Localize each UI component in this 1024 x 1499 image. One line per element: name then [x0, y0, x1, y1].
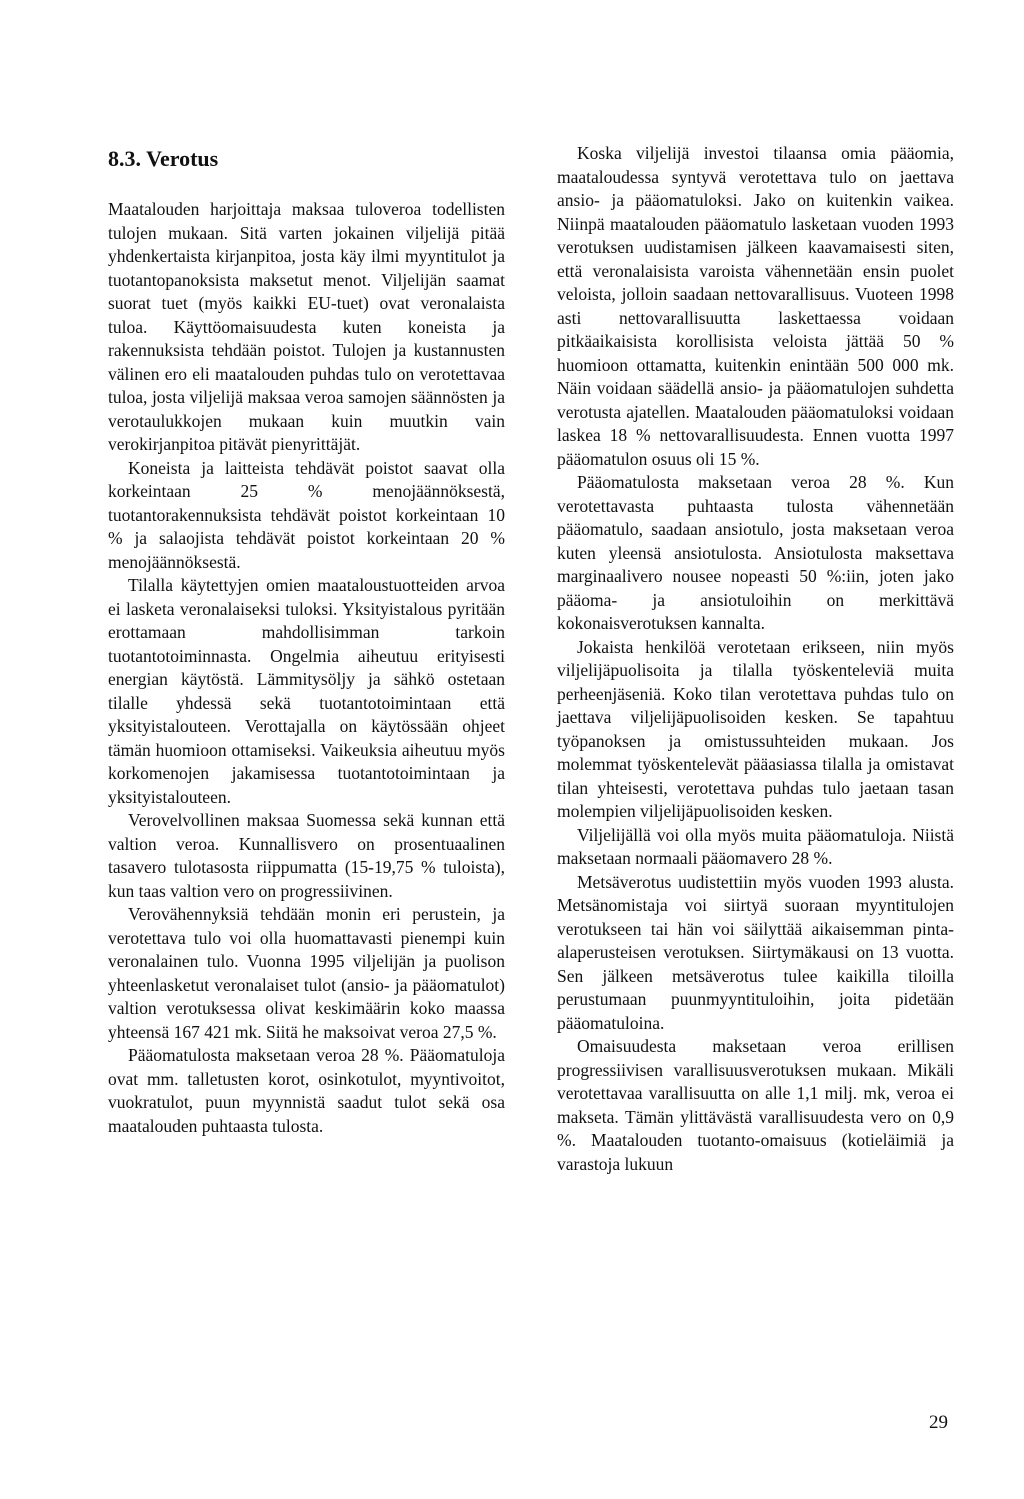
paragraph: Koneista ja laitteista tehdävät poistot saavat olla korkeintaan 25 % menojäännöksestä, tuotantorakennuksista tehdävät poistot korkeintaan 10 % ja salaojista tehdävät poistot korkeintaan 20 % menojäännöksestä.	[108, 457, 505, 572]
paragraph: Pääomatulosta maksetaan veroa 28 %. Pääomatuloja ovat mm. talletusten korot, osinkotulot, myyntivoitot, vuokratulot, puun myynnistä saadut tulot sekä osa maatalouden puhtaasta tulosta.	[108, 1045, 505, 1136]
paragraph: Metsäverotus uudistettiin myös vuoden 1993 alusta. Metsänomistaja voi siirtyä suoraan myyntitulojen verotukseen tai hän voi säilyttää aikaisemman pinta-alaperusteisen verotuksen. Siirtymäkausi on 13 vuotta. Sen jälkeen metsäverotus tulee kaikilla tiloilla perustumaan puunmyyntituloihin, joita pidetään pääomatuloina.	[557, 871, 954, 1033]
section-heading: 8.3. Verotus	[108, 146, 219, 171]
paragraph: Verovähennyksiä tehdään monin eri perustein, ja verotettava tulo voi olla huomattavasti pienempi kuin veronalainen tulo. Vuonna 1995 viljelijän ja puolison yhteenlasketut veronalaiset tulot (ansio- ja pääomatulot) valtion verotuksessa olivat keskimäärin koko maassa yhteensä 167 421 mk. Siitä he maksoivat veroa 27,5 %.	[108, 904, 505, 1042]
paragraph: Tilalla käytettyjen omien maataloustuotteiden arvoa ei lasketa veronalaiseksi tuloksi. Yksityistalous pyritään erottamaan mahdollisimman tarkoin tuotantotoiminnasta. Ongelmia aiheutuu erityisesti energian käytöstä. Lämmitysöljy ja sähkö ostetaan tilalle yhdessä sekä tuotantotoimintaan että yksityistalouteen. Verottajalla on käytössään ohjeet tämän huomioon ottamiseksi. Vaikeuksia aiheutuu myös korkomenojen jakamisessa tuotantotoimintaan ja yksityistalouteen.	[108, 575, 505, 807]
paragraph: Koska viljelijä investoi tilaansa omia pääomia, maataloudessa syntyvä verotettava tulo on jaettava ansio- ja pääomatuloksi. Jako on kuitenkin vaikea. Niinpä maatalouden pääomatulo lasketaan vuoden 1993 verotuksen uudistamisen jälkeen kaavamaisesti siten, että veronalaisista varoista vähennetään ensin puolet veloista, jolloin saadaan nettovarallisuus. Vuoteen 1998 asti nettovarallisuutta laskettaessa voidaan pitkäaikaisista korollisista veloista jättää 50 % huomioon ottamatta, kuitenkin enintään 500 000 mk. Näin voidaan säädellä ansio- ja pääomatulojen suhdetta verotusta ajatellen. Maatalouden pääomatuloksi voidaan laskea 18 % nettovarallisuudesta. Ennen vuotta 1997 pääomatulon osuus oli 15 %.	[557, 143, 954, 469]
paragraph: Jokaista henkilöä verotetaan erikseen, niin myös viljelijäpuolisoita ja tilalla työskenteleviä muita perheenjäseniä. Koko tilan verotettava puhdas tulo on jaettava viljelijäpuolisoiden kesken. Se tapahtuu työpanoksen ja omistussuhteiden mukaan. Jos molemmat työskentelevät pääasiassa tilalla ja omistavat tilan yhteisesti, verotettava puhdas tulo jaetaan tasan molempien viljelijäpuolisoiden kesken.	[557, 636, 954, 821]
paragraph: Pääomatulosta maksetaan veroa 28 %. Kun verotettavasta puhtaasta tulosta vähennetään pääomatulo, saadaan ansiotulo, josta maksetaan veroa kuten yleensä ansiotulosta. Ansiotulosta maksettava marginaalivero nousee nopeasti 50 %:iin, joten jako pääoma- ja ansiotuloihin on merkittävä kokonaisverotuksen kannalta.	[557, 472, 954, 633]
paragraph: Viljelijällä voi olla myös muita pääomatuloja. Niistä maksetaan normaali pääomavero 28 %.	[557, 824, 954, 868]
paragraph: Verovelvollinen maksaa Suomessa sekä kunnan että valtion veroa. Kunnallisvero on prosentuaalinen tasavero tulotasosta riippumatta (15-19,75 % tuloista), kun taas valtion vero on progressiivinen.	[108, 810, 505, 901]
left-column	[108, 198, 505, 1138]
right-column	[557, 142, 954, 1176]
paragraph: Maatalouden harjoittaja maksaa tuloveroa todellisten tulojen mukaan. Sitä varten jokainen viljelijä pitää yhdenkertaista kirjanpitoa, josta käy ilmi myyntitulot ja tuotantopanoksista maksetut menot. Viljelijän saamat suorat tuet (myös kaikki EU-tuet) ovat veronalaista tuloa. Käyttöomaisuudesta kuten koneista ja rakennuksista tehdään poistot. Tulojen ja kustannusten välinen ero eli maatalouden puhdas tulo on verotettavaa tuloa, josta viljelijä maksaa veroa samojen säännösten ja verotaulukkojen mukaan kuin muutkin vain verokirjanpitoa pitävät pienyrittäjät.	[108, 199, 505, 454]
page-number: 29	[929, 1412, 948, 1433]
paragraph: Omaisuudesta maksetaan veroa erillisen progressiivisen varallisuusverotuksen mukaan. Mikäli verotettavaa varallisuutta on alle 1,1 milj. mk, veroa ei makseta. Tämän ylittävästä varallisuudesta vero on 0,9 %. Maatalouden tuotanto-omaisuus (kotieläimiä ja varastoja lukuun	[557, 1036, 954, 1174]
